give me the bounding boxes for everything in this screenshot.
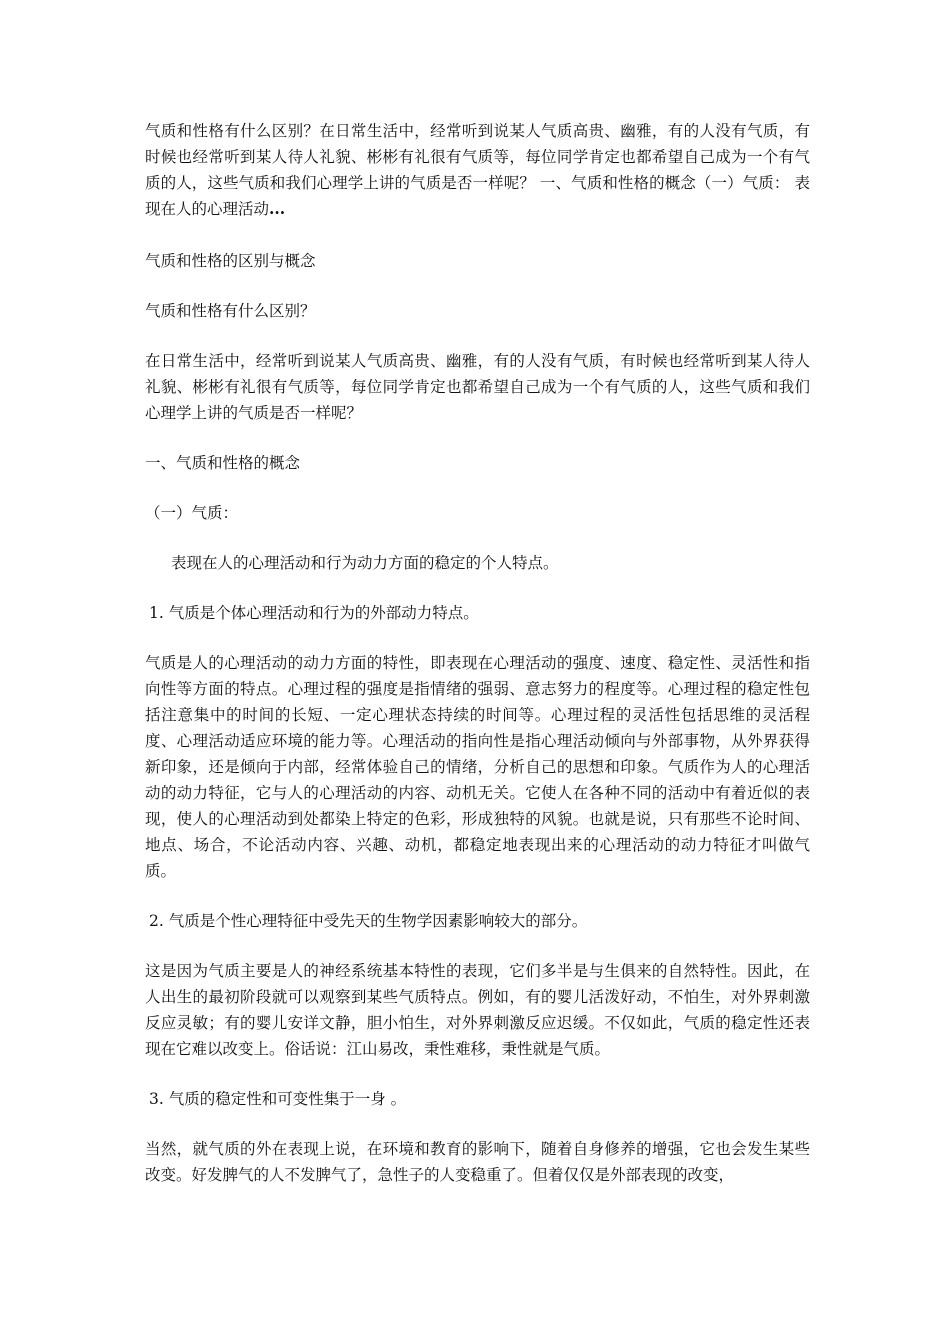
point-1-body: 气质是人的心理活动的动力方面的特性，即表现在心理活动的强度、速度、稳定性、灵活性和指向性等方面的特点。心理过程的强度是指情绪的强弱、意志努力的程度等。心理过程的稳定性包括注意集中的时间的长短、一定心理状态持续的时间等。心理过程的灵活性包括思维的灵活程度、心理活动适应环境的能力等。心理活动的指向性是指心理活动倾向与外部事物，从外界获得新印象，还是倾向于内部，经常体验自己的情绪，分析自己的思想和印象。气质作为人的心理活动的动力特征，它与人的心理活动的内容、动机无关。它使人在各种不同的活动中有着近似的表现，使人的心理活动到处都染上特定的色彩，形成独特的风貌。也就是说，只有那些不论时间、地点、场合，不论活动内容、兴趣、动机，都稳定地表现出来的心理活动的动力特征才叫做气质。 [145, 654, 810, 880]
point-2-heading: 2. 气质是个性心理特征中受先天的生物学因素影响较大的部分。 [149, 912, 588, 930]
question-heading: 气质和性格有什么区别？ [145, 302, 316, 320]
definition-line [145, 550, 810, 576]
intro-paragraph: 在日常生活中，经常听到说某人气质高贵、幽雅，有的人没有气质，有时候也经常听到某人待人礼貌、彬彬有礼很有气质等，每位同学肯定也都希望自己成为一个有气质的人，这些气质和我们心理学上讲的气质是否一样呢？ [145, 352, 810, 422]
document-page [145, 118, 810, 1188]
bullet-glyph [145, 550, 171, 576]
point-1-heading: 1. 气质是个体心理活动和行为的外部动力特点。 [149, 604, 479, 622]
summary-paragraph [145, 118, 810, 222]
point-3-heading: 3. 气质的稳定性和可变性集于一身 。 [149, 1090, 407, 1108]
summary-ellipsis: ... [269, 199, 286, 218]
section-heading-concepts: 一、气质和性格的概念 [145, 454, 301, 472]
point-3-body: 当然，就气质的外在表现上说，在环境和教育的影响下，随着自身修养的增强，它也会发生某些改变。好发脾气的人不发脾气了，急性子的人变稳重了。但着仅仅是外部表现的改变， [145, 1140, 810, 1184]
point-2-body: 这是因为气质主要是人的神经系统基本特性的表现，它们多半是与生俱来的自然特性。因此，在人出生的最初阶段就可以观察到某些气质特点。例如，有的婴儿活泼好动，不怕生，对外界刺激反应灵敏；有的婴儿安详文静，胆小怕生，对外界刺激反应迟缓。不仅如此，气质的稳定性还表现在它难以改变上。俗话说：江山易改，秉性难移，秉性就是气质。 [145, 962, 810, 1058]
definition-text: 表现在人的心理活动和行为动力方面的稳定的个人特点。 [171, 554, 559, 572]
summary-text: 气质和性格有什么区别？在日常生活中，经常听到说某人气质高贵、幽雅，有的人没有气质，有时候也经常听到某人待人礼貌、彬彬有礼很有气质等，每位同学肯定也都希望自己成为一个有气质的人，这些气质和我们心理学上讲的气质是否一样呢？ 一、气质和性格的概念（一）气质： 表现在人的心理活动 [145, 122, 810, 218]
subsection-heading-temperament: （一）气质： [145, 504, 239, 522]
document-title: 气质和性格的区别与概念 [145, 252, 316, 270]
